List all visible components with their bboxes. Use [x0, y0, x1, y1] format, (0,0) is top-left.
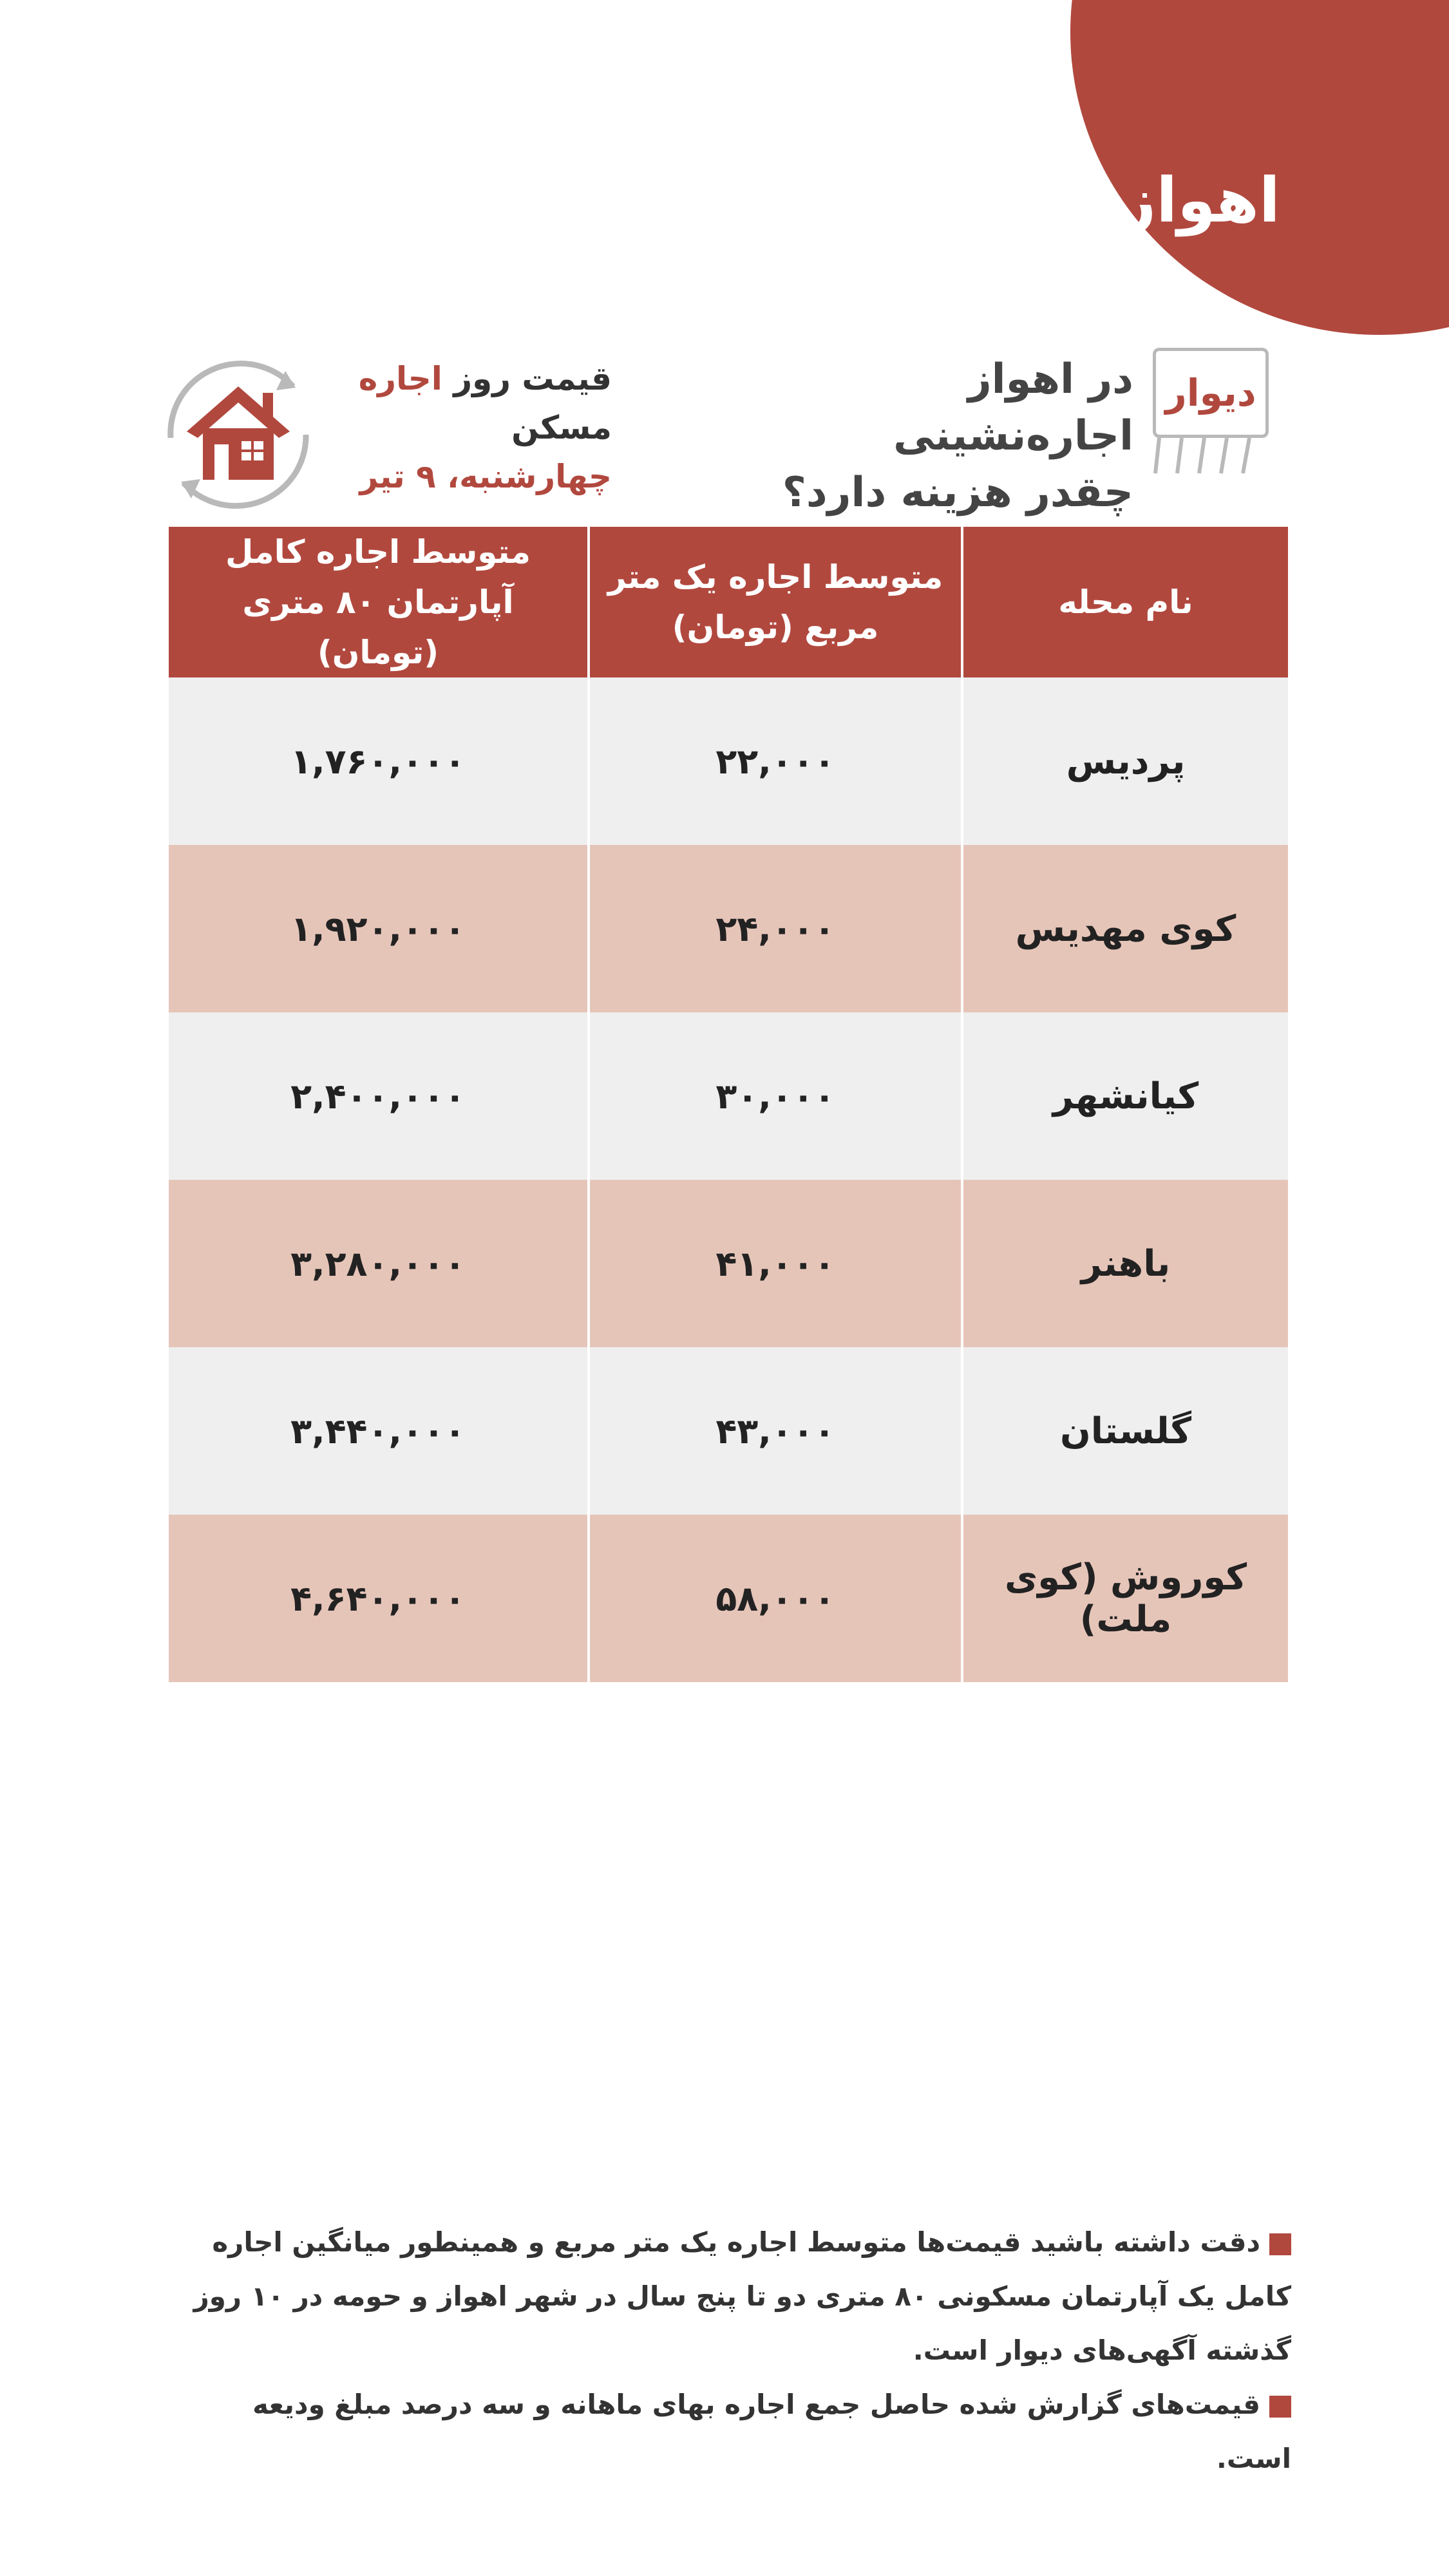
bullet-square-icon [1269, 2233, 1291, 2255]
column-header-per-sqm: متوسط اجاره یک متر مربع (تومان) [589, 527, 962, 677]
house-icon [158, 348, 319, 522]
table-header-row [167, 527, 1289, 677]
table-row [167, 1515, 1289, 1682]
city-name: اهواز [1121, 164, 1280, 236]
footnote-item [187, 2215, 1291, 2378]
full-rent-cell: ۳,۴۴۰,۰۰۰ [167, 1347, 589, 1515]
neighborhood-cell: گلستان [962, 1347, 1289, 1515]
footnote-text: دقت داشته باشید قیمت‌ها متوسط اجاره یک متر مربع و همینطور میانگین اجاره کامل یک آپارتمان مسکونی ۸۰ متری دو تا پنج سال در شهر اهواز و حومه در ۱۰ روز گذشته آگهی‌های دیوار است. [193, 2226, 1291, 2366]
subtitle-line [290, 354, 612, 452]
neighborhood-cell: کیانشهر [962, 1012, 1289, 1180]
neighborhood-cell: باهنر [962, 1180, 1289, 1347]
header-subtitle [290, 354, 612, 501]
footnote-text: قیمت‌های گزارش شده حاصل جمع اجاره بهای ماهانه و سه درصد مبلغ ودیعه است. [252, 2389, 1291, 2474]
neighborhood-cell: پردیس [962, 677, 1289, 845]
table-row [167, 1180, 1289, 1347]
header-title-line1: در اهواز اجاره‌نشینی [893, 355, 1133, 460]
column-header-neighborhood: نام محله [962, 527, 1289, 677]
subtitle-prefix: قیمت روز [442, 360, 612, 397]
subtitle-suffix: مسکن [511, 409, 612, 446]
per-sqm-cell: ۲۲,۰۰۰ [589, 677, 962, 845]
per-sqm-cell: ۴۳,۰۰۰ [589, 1347, 962, 1515]
column-header-full-rent: متوسط اجاره کامل آپارتمان ۸۰ متری (تومان) [167, 527, 589, 677]
header-title [741, 351, 1133, 521]
bullet-square-icon [1269, 2396, 1291, 2418]
per-sqm-cell: ۴۱,۰۰۰ [589, 1180, 962, 1347]
footnotes [187, 2215, 1291, 2486]
logo-text: دیوار [1153, 348, 1269, 438]
per-sqm-cell: ۵۸,۰۰۰ [589, 1515, 962, 1682]
table-row [167, 677, 1289, 845]
footnote-item [187, 2378, 1291, 2486]
neighborhood-cell: کوروش (کوی ملت) [962, 1515, 1289, 1682]
per-sqm-cell: ۳۰,۰۰۰ [589, 1012, 962, 1180]
subtitle-accent: اجاره [358, 360, 442, 397]
full-rent-cell: ۱,۷۶۰,۰۰۰ [167, 677, 589, 845]
header-title-line2: چقدر هزینه دارد؟ [782, 469, 1133, 516]
per-sqm-cell: ۲۴,۰۰۰ [589, 845, 962, 1012]
divar-logo [1153, 348, 1282, 477]
full-rent-cell: ۱,۹۲۰,۰۰۰ [167, 845, 589, 1012]
table-row [167, 845, 1289, 1012]
full-rent-cell: ۴,۶۴۰,۰۰۰ [167, 1515, 589, 1682]
logo-fringe-icon [1153, 438, 1275, 477]
table-row [167, 1012, 1289, 1180]
full-rent-cell: ۲,۴۰۰,۰۰۰ [167, 1012, 589, 1180]
rent-table [166, 527, 1291, 1682]
neighborhood-cell: کوی مهدیس [962, 845, 1289, 1012]
table-row [167, 1347, 1289, 1515]
full-rent-cell: ۳,۲۸۰,۰۰۰ [167, 1180, 589, 1347]
date-label: چهارشنبه، ۹ تیر [359, 458, 612, 495]
